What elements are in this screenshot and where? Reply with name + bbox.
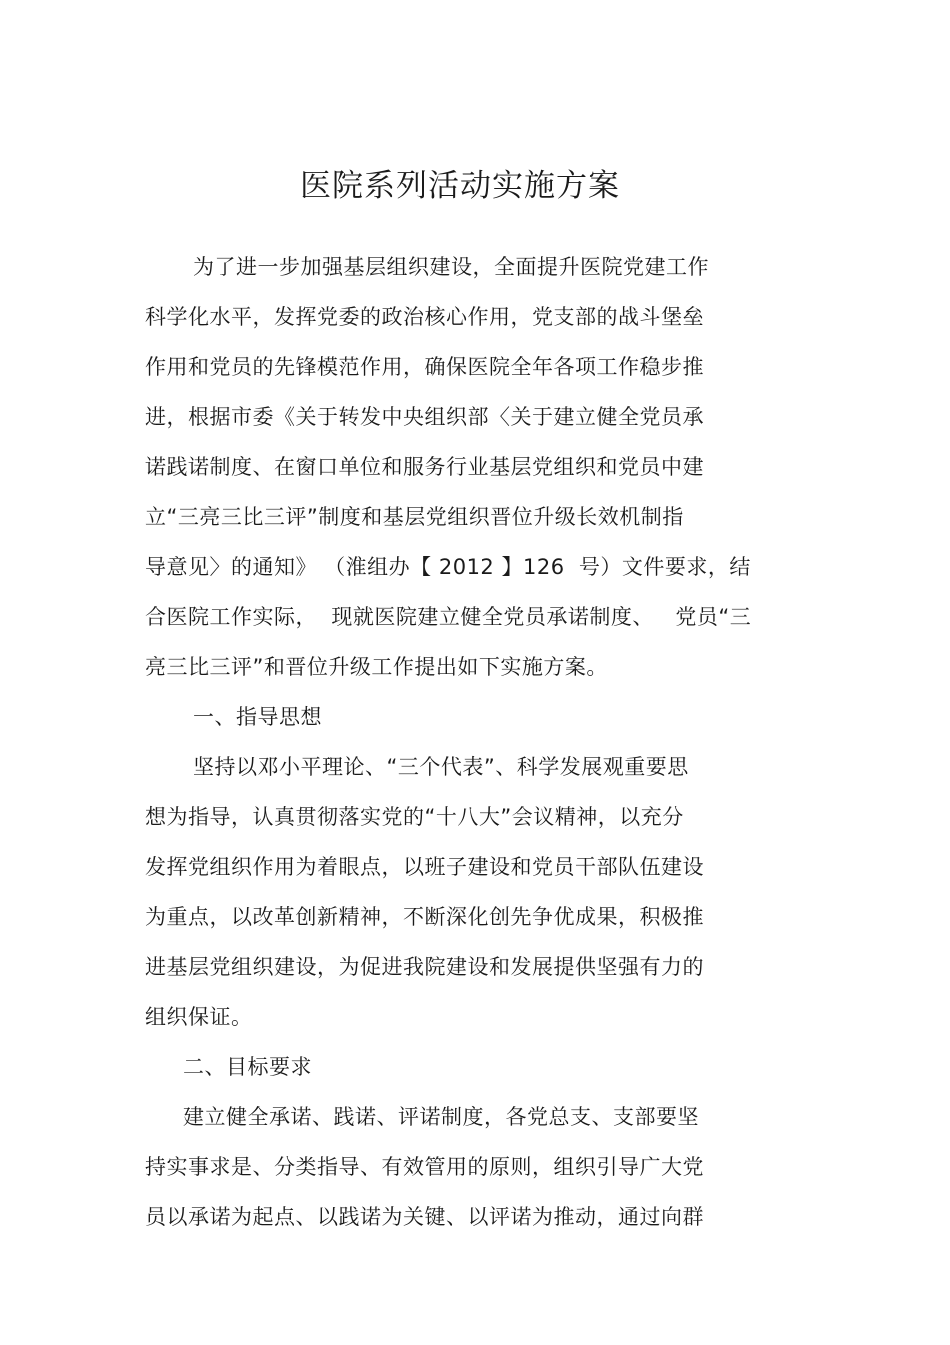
- paragraph-line: 诺践诺制度、在窗口单位和服务行业基层党组织和党员中建: [145, 455, 704, 479]
- paragraph-line: 亮三比三评”和晋位升级工作提出如下实施方案。: [145, 655, 608, 679]
- paragraph-line: 员以承诺为起点、以践诺为关键、以评诺为推动，通过向群: [145, 1205, 704, 1229]
- paragraph-line: 导意见〉的通知》 （淮组办【 2012 】126 号）文件要求，结: [145, 555, 751, 579]
- paragraph-line: 持实事求是、分类指导、有效管用的原则，组织引导广大党: [145, 1155, 704, 1179]
- paragraph-line: 坚持以邓小平理论、“三个代表”、科学发展观重要思: [193, 755, 689, 779]
- paragraph-line: 合医院工作实际， 现就医院建立健全党员承诺制度、 党员“三: [145, 605, 752, 629]
- paragraph-line: 组织保证。: [145, 1005, 253, 1029]
- paragraph-line: 进基层党组织建设，为促进我院建设和发展提供坚强有力的: [145, 955, 704, 979]
- paragraph-line: 立“三亮三比三评”制度和基层党组织晋位升级长效机制指: [145, 505, 684, 529]
- paragraph-line: 科学化水平，发挥党委的政治核心作用，党支部的战斗堡垒: [145, 305, 704, 329]
- section-heading: 二、目标要求: [183, 1055, 312, 1079]
- paragraph-line: 想为指导，认真贯彻落实党的“十八大”会议精神，以充分: [145, 805, 684, 829]
- document-title: 医院系列活动实施方案: [300, 168, 620, 204]
- paragraph-line: 发挥党组织作用为着眼点，以班子建设和党员干部队伍建设: [145, 855, 704, 879]
- paragraph-line: 进，根据市委《关于转发中央组织部〈关于建立健全党员承: [145, 405, 704, 429]
- paragraph-line: 作用和党员的先锋模范作用，确保医院全年各项工作稳步推: [145, 355, 704, 379]
- section-heading: 一、指导思想: [193, 705, 322, 729]
- paragraph-line: 建立健全承诺、践诺、评诺制度，各党总支、支部要坚: [183, 1105, 699, 1129]
- paragraph-line: 为重点，以改革创新精神，不断深化创先争优成果，积极推: [145, 905, 704, 929]
- paragraph-line: 为了进一步加强基层组织建设，全面提升医院党建工作: [193, 255, 709, 279]
